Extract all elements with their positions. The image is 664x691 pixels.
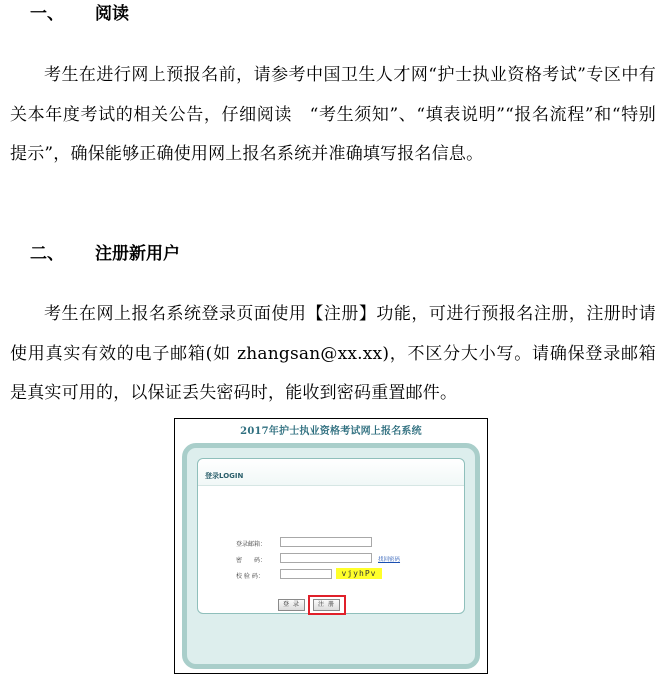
section-2-number: 二、 — [30, 244, 64, 264]
password-field[interactable] — [280, 553, 372, 563]
login-label: 登录LOGIN — [205, 472, 244, 480]
section-1-heading — [30, 3, 129, 25]
register-button[interactable]: 注 册 — [313, 599, 340, 611]
section-1-paragraph: 考生在进行网上预报名前，请参考中国卫生人才网“护士执业资格考试”专区中有关本年度考试的相关公告，仔细阅读 “考生须知”、“填表说明”“报名流程”和“特别提示”，确保能够正确使用网上报名系统并准确填写报名信息。 — [10, 65, 656, 164]
captcha-label: 校 验 码： — [236, 573, 264, 580]
section-1-number: 一、 — [30, 4, 64, 24]
system-title: 2017年护士执业资格考试网上报名系统 — [240, 426, 422, 437]
login-screenshot — [174, 418, 488, 674]
captcha-field[interactable] — [280, 569, 332, 579]
password-label: 密 码： — [236, 557, 267, 564]
section-1-title: 阅读 — [95, 4, 129, 24]
email-field[interactable] — [280, 537, 372, 547]
login-panel — [197, 458, 465, 614]
section-2-heading — [30, 243, 180, 265]
login-button[interactable]: 登 录 — [278, 599, 305, 611]
forgot-password-link[interactable]: 找回密码 — [378, 557, 401, 563]
email-label: 登录邮箱： — [236, 541, 267, 548]
section-2-title: 注册新用户 — [95, 244, 180, 264]
captcha-image[interactable]: vjyhPv — [336, 568, 382, 579]
login-panel-frame — [182, 443, 480, 669]
section-2-paragraph: 考生在网上报名系统登录页面使用【注册】功能，可进行预报名注册，注册时请使用真实有效的电子邮箱(如 zhangsan@xx.xx)，不区分大小写。请确保登录邮箱是真实可用的，以保证丢失密码时，能收到密码重置邮件。 — [10, 304, 656, 403]
